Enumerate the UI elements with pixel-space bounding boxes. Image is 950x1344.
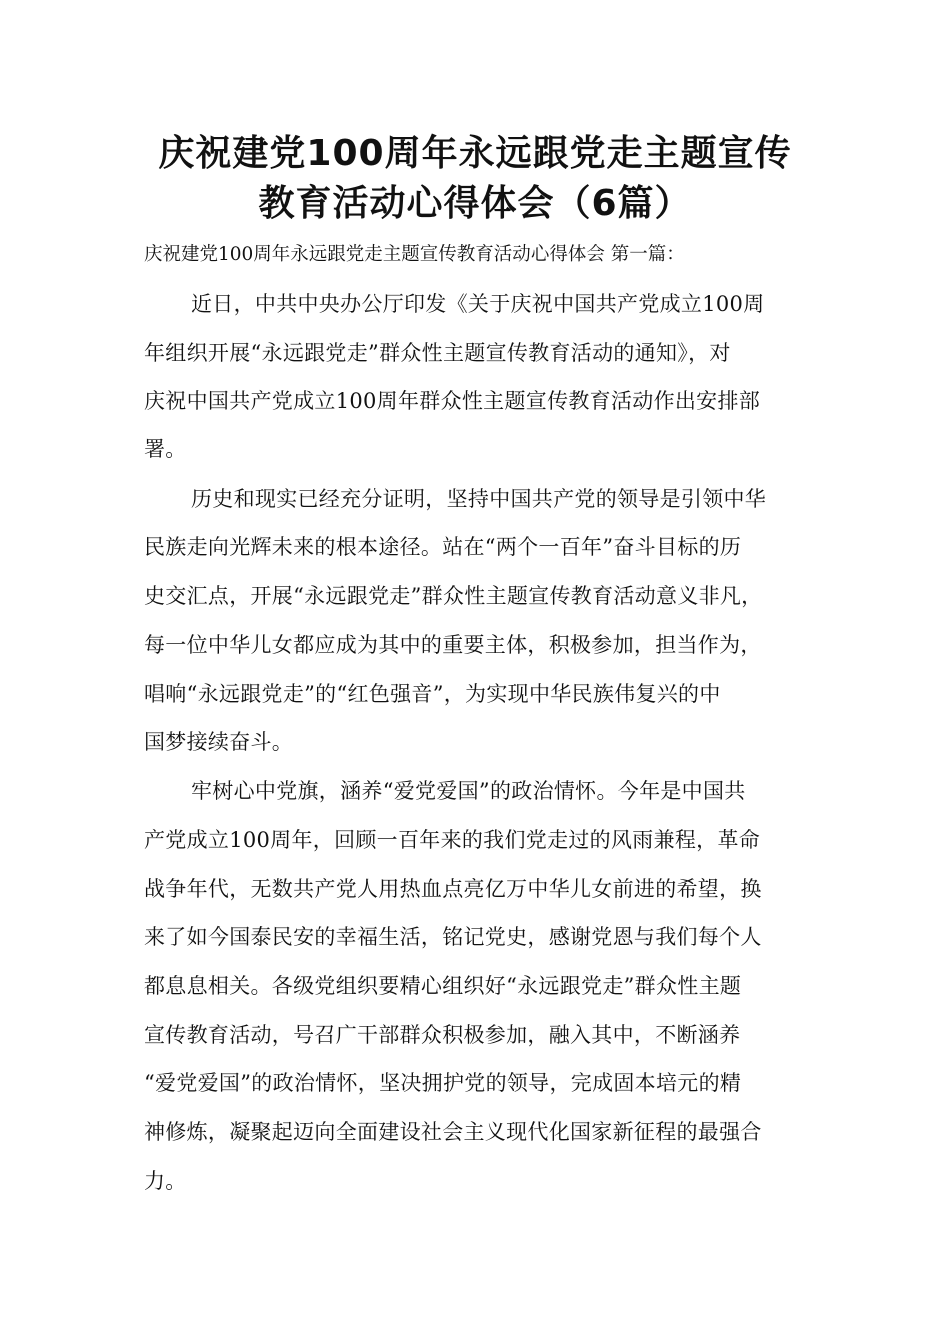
paragraph-3-line-6: 宣传教育活动，号召广干部群众积极参加，融入其中，不断涵养 (144, 1023, 741, 1047)
paragraph-1-line-3: 庆祝中国共产党成立100周年群众性主题宣传教育活动作出安排部 (144, 389, 761, 413)
paragraph-2-line-5: 唱响“永远跟党走”的“红色强音”，为实现中华民族伟复兴的中 (144, 682, 721, 706)
document-title-line-2: 教育活动心得体会（6篇） (258, 183, 692, 224)
paragraph-2-line-4: 每一位中华儿女都应成为其中的重要主体，积极参加，担当作为， (144, 633, 762, 657)
paragraph-2-line-3: 史交汇点，开展“永远跟党走”群众性主题宣传教育活动意义非凡， (144, 584, 763, 608)
document-title-line-1: 庆祝建党100周年永远跟党走主题宣传 (158, 133, 792, 174)
paragraph-2-line-6: 国梦接续奋斗。 (144, 730, 294, 754)
paragraph-3-line-4: 来了如今国泰民安的幸福生活，铭记党史，感谢党恩与我们每个人 (144, 925, 762, 949)
paragraph-3-line-9: 力。 (144, 1169, 187, 1193)
paragraph-3-line-5: 都息息相关。各级党组织要精心组织好“永远跟党走”群众性主题 (144, 974, 742, 998)
paragraph-1-line-1: 近日，中共中央办公厅印发《关于庆祝中国共产党成立100周 (191, 292, 765, 316)
paragraph-2-line-1: 历史和现实已经充分证明，坚持中国共产党的领导是引领中华 (191, 487, 767, 511)
paragraph-3-line-8: 神修炼，凝聚起迈向全面建设社会主义现代化国家新征程的最强合 (144, 1120, 762, 1144)
paragraph-3-line-2: 产党成立100周年，回顾一百年来的我们党走过的风雨兼程，革命 (144, 828, 761, 852)
paragraph-3-line-7: “爱党爱国”的政治情怀，坚决拥护党的领导，完成固本培元的精 (144, 1071, 742, 1095)
section-heading: 庆祝建党100周年永远跟党走主题宣传教育活动心得体会 第一篇： (144, 244, 685, 265)
paragraph-3-line-1: 牢树心中党旗，涵养“爱党爱国”的政治情怀。今年是中国共 (191, 779, 746, 803)
paragraph-1-line-2: 年组织开展“永远跟党走”群众性主题宣传教育活动的通知》，对 (144, 341, 731, 365)
paragraph-2-line-2: 民族走向光辉未来的根本途径。站在“两个一百年”奋斗目标的历 (144, 535, 742, 559)
paragraph-3-line-3: 战争年代，无数共产党人用热血点亮亿万中华儿女前进的希望，换 (144, 877, 762, 901)
paragraph-1-line-4: 署。 (144, 437, 187, 461)
